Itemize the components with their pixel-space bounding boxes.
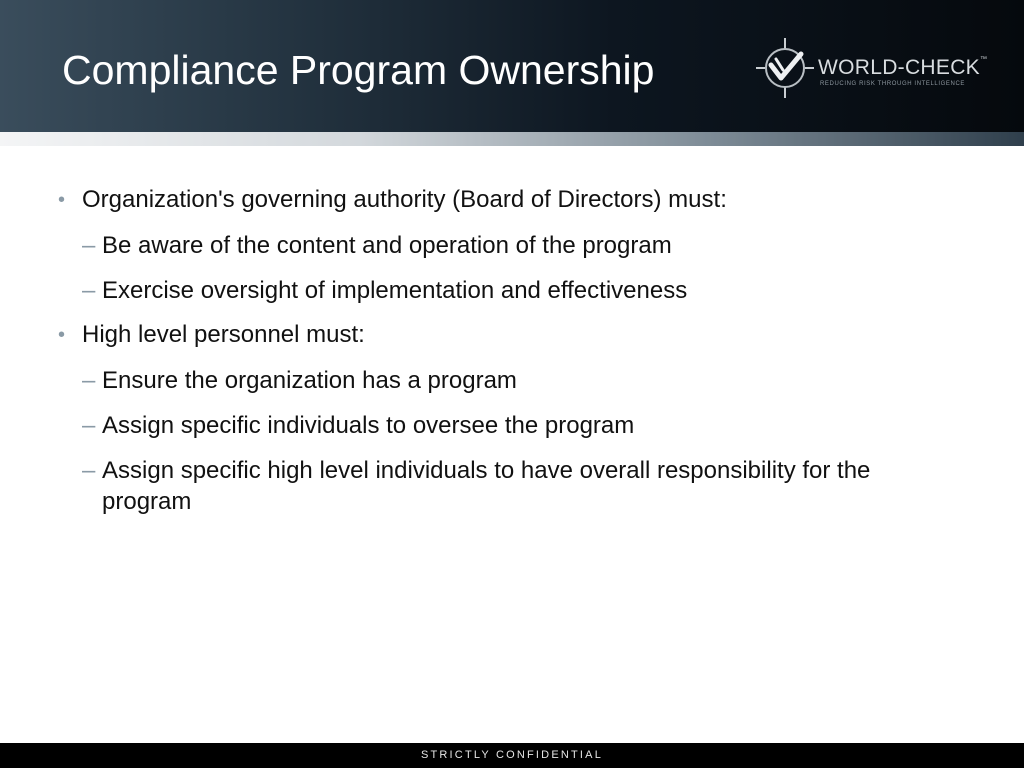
dash-marker: –: [82, 277, 96, 304]
bullet-marker: •: [58, 324, 66, 346]
slide-title: Compliance Program Ownership: [62, 47, 655, 93]
header-band: [0, 0, 1024, 132]
world-check-logo: [754, 38, 994, 98]
bullet-marker: •: [58, 189, 66, 211]
footer-bar: [0, 743, 1024, 768]
dash-marker: –: [82, 232, 96, 259]
logo-wordmark: [818, 56, 987, 80]
checkmark-crosshair-icon: [754, 38, 816, 98]
sub-bullet-text: Ensure the organization has a program: [102, 367, 517, 394]
bullet-list: [58, 185, 958, 531]
sub-bullet-text: Assign specific individuals to oversee the program: [102, 412, 635, 439]
sub-bullet-text: Exercise oversight of implementation and effectiveness: [102, 277, 688, 304]
dash-marker: –: [82, 457, 96, 484]
sub-bullet-text: Be aware of the content and operation of the program: [102, 232, 672, 259]
header-gradient-strip: [0, 132, 1024, 146]
bullet-text: Organization's governing authority (Board of Directors) must:: [82, 186, 727, 213]
sub-bullet-item: [58, 365, 958, 396]
sub-bullet-item: [58, 275, 958, 306]
dash-marker: –: [82, 412, 96, 439]
bullet-item: [58, 185, 958, 215]
sub-bullet-text: Assign specific high level individuals to have overall responsibility for the program: [102, 457, 871, 515]
confidential-label: STRICTLY CONFIDENTIAL: [420, 749, 604, 761]
sub-bullet-item: [58, 230, 958, 261]
sub-bullet-item: [58, 410, 958, 441]
logo-name: WORLD-CHECK: [818, 56, 980, 79]
sub-bullet-item: [58, 455, 958, 517]
bullet-text: High level personnel must:: [82, 321, 365, 348]
logo-trademark: ™: [979, 56, 988, 63]
dash-marker: –: [82, 367, 96, 394]
logo-tagline: REDUCING RISK THROUGH INTELLIGENCE: [820, 81, 965, 87]
bullet-item: [58, 320, 958, 350]
